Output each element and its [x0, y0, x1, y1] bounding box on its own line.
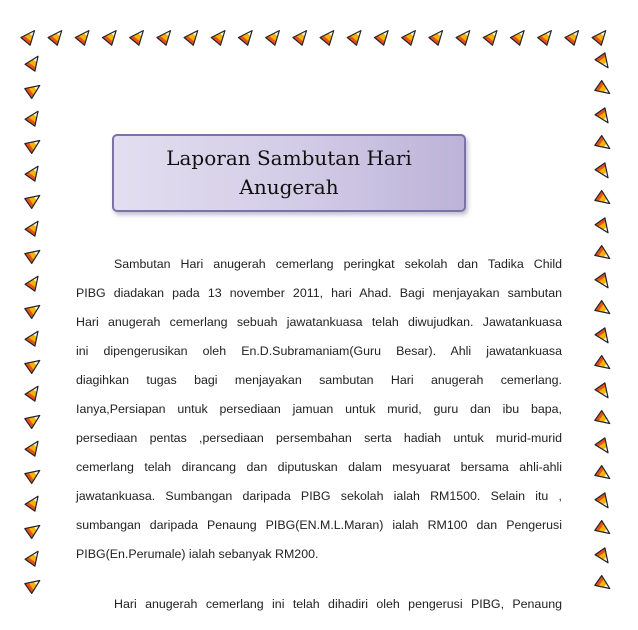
- candy-corn-icon: [25, 108, 43, 126]
- candy-corn-icon: [595, 576, 613, 594]
- paragraph-1-line: PIBG diadakan pada 13 november 2011, hari Ahad. Bagi menjayakan sambutan: [76, 286, 562, 300]
- candy-corn-icon: [25, 548, 43, 566]
- paragraph-1-line: sumbangan daripada Penaung PIBG(EN.M.L.Maran) ialah RM100 dan Pengerusi: [76, 518, 562, 532]
- candy-corn-icon: [320, 27, 338, 45]
- candy-corn-icon: [21, 27, 39, 45]
- candy-corn-icon: [595, 301, 613, 319]
- candy-corn-icon: [103, 27, 121, 45]
- candy-corn-icon: [595, 108, 613, 126]
- candy-corn-icon: [25, 136, 43, 154]
- paragraph-2: [76, 590, 562, 619]
- candy-corn-icon: [595, 81, 613, 99]
- candy-corn-icon: [25, 191, 43, 209]
- candy-corn-icon: [538, 27, 556, 45]
- candy-corn-icon: [592, 27, 610, 45]
- candy-corn-icon: [595, 191, 613, 209]
- candy-corn-icon: [293, 27, 311, 45]
- paragraph-1-line: Ianya,Persiapan untuk persediaan jamuan untuk murid, guru dan ibu bapa,: [76, 402, 562, 416]
- candy-corn-icon: [595, 466, 613, 484]
- candy-corn-icon: [266, 27, 284, 45]
- candy-corn-icon: [75, 27, 93, 45]
- candy-corn-icon: [25, 438, 43, 456]
- candy-corn-icon: [25, 163, 43, 181]
- paragraph-1-line: Hari anugerah cemerlang sebuah jawatankuasa telah diwujudkan. Jawatankuasa: [76, 315, 562, 329]
- paragraph-1-line: persediaan pentas ,persediaan persembahan serta hadiah untuk murid-murid: [76, 431, 562, 445]
- paragraph-1-line: cemerlang telah dirancang dan diputuskan dalam mesyuarat bersama ahli-ahli: [76, 460, 562, 474]
- candy-corn-icon: [239, 27, 257, 45]
- title-line-2: Anugerah: [239, 175, 339, 199]
- candy-corn-icon: [375, 27, 393, 45]
- candy-corn-icon: [25, 273, 43, 291]
- candy-corn-icon: [483, 27, 501, 45]
- candy-corn-icon: [429, 27, 447, 45]
- paragraph-1-line: jawatankuasa. Sumbangan daripada PIBG sekolah ialah RM1500. Selain itu ,: [76, 489, 562, 503]
- candy-corn-icon: [595, 273, 613, 291]
- paragraph-1: [76, 250, 562, 569]
- candy-corn-icon: [595, 521, 613, 539]
- candy-corn-icon: [595, 383, 613, 401]
- candy-corn-icon: [595, 328, 613, 346]
- candy-corn-icon: [184, 27, 202, 45]
- candy-corn-icon: [25, 328, 43, 346]
- candy-corn-icon: [48, 27, 66, 45]
- paragraph-2-line: Hari anugerah cemerlang ini telah dihadiri oleh pengerusi PIBG, Penaung: [114, 597, 562, 611]
- candy-corn-icon: [25, 246, 43, 264]
- candy-corn-icon: [595, 163, 613, 181]
- candy-corn-icon: [25, 301, 43, 319]
- candy-corn-icon: [595, 136, 613, 154]
- candy-corn-icon: [25, 218, 43, 236]
- candy-corn-icon: [456, 27, 474, 45]
- candy-corn-icon: [211, 27, 229, 45]
- candy-corn-icon: [595, 493, 613, 511]
- candy-corn-icon: [25, 383, 43, 401]
- paragraph-1-line: ini dipengerusikan oleh En.D.Subramaniam(Guru Besar). Ahli jawatankuasa: [76, 344, 562, 358]
- candy-corn-icon: [25, 493, 43, 511]
- paragraph-1-line: diagihkan tugas bagi menjayakan sambutan Hari anugerah cemerlang.: [76, 373, 562, 387]
- paragraph-1-line: PIBG(En.Perumale) ialah sebanyak RM200.: [76, 547, 319, 561]
- candy-corn-icon: [25, 356, 43, 374]
- candy-corn-icon: [130, 27, 148, 45]
- candy-corn-icon: [595, 548, 613, 566]
- candy-corn-icon: [595, 246, 613, 264]
- candy-corn-icon: [595, 411, 613, 429]
- candy-corn-icon: [25, 411, 43, 429]
- candy-corn-icon: [402, 27, 420, 45]
- candy-corn-icon: [347, 27, 365, 45]
- title-banner: [112, 134, 466, 212]
- candy-corn-icon: [595, 356, 613, 374]
- report-body: [76, 250, 562, 569]
- candy-corn-icon: [595, 218, 613, 236]
- candy-corn-icon: [25, 81, 43, 99]
- candy-corn-icon: [595, 438, 613, 456]
- candy-corn-icon: [595, 53, 613, 71]
- candy-corn-icon: [25, 576, 43, 594]
- candy-corn-icon: [511, 27, 529, 45]
- paragraph-1-line: Sambutan Hari anugerah cemerlang peringkat sekolah dan Tadika Child: [114, 257, 562, 271]
- candy-corn-icon: [25, 521, 43, 539]
- candy-corn-icon: [25, 53, 43, 71]
- candy-corn-icon: [25, 466, 43, 484]
- candy-corn-icon: [157, 27, 175, 45]
- candy-corn-icon: [565, 27, 583, 45]
- title-line-1: Laporan Sambutan Hari: [166, 146, 412, 170]
